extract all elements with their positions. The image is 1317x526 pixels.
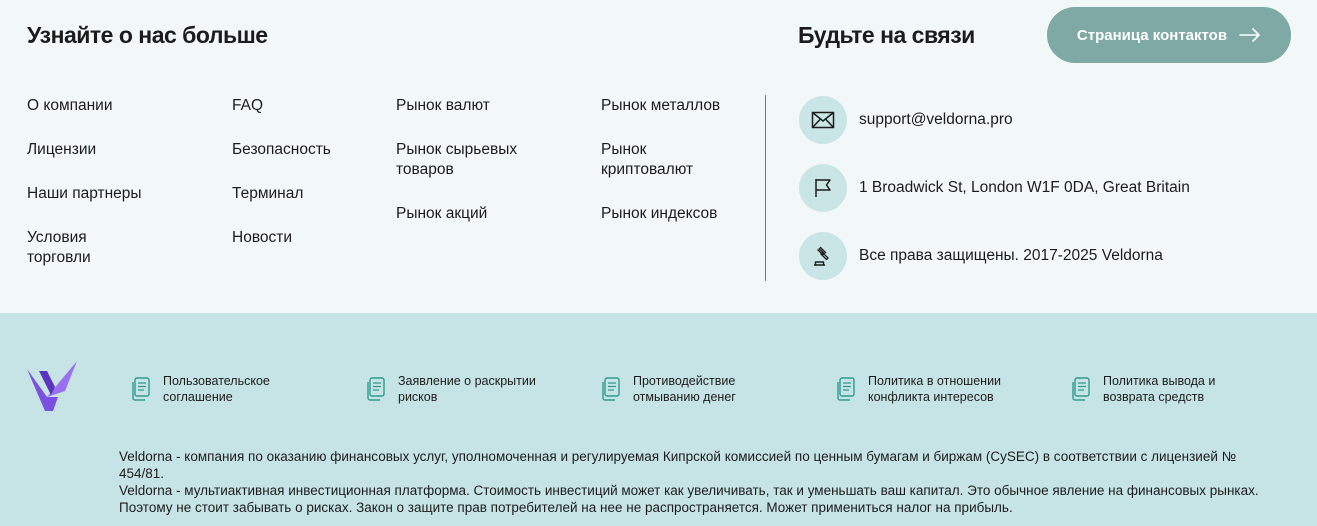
footer-link-news[interactable]: Новости [232, 229, 293, 246]
contacts-page-button[interactable] [1047, 7, 1291, 63]
footer-link-partners[interactable]: Наши партнеры [27, 185, 142, 202]
footer-link-stocks[interactable]: Рынок акций [396, 205, 488, 222]
contacts-page-button-label: Страница контактов [1076, 26, 1228, 44]
footer-link-terminal[interactable]: Терминал [232, 185, 304, 202]
doc-link-label: Политика вывода и возврата средств [1103, 374, 1216, 404]
contact-address: 1 Broadwick St, London W1F 0DA, Great Britain [859, 179, 1190, 196]
doc-link-user-agreement[interactable] [129, 373, 323, 405]
arrow-right-icon [1239, 28, 1261, 42]
document-icon [129, 376, 151, 402]
footer-link-security[interactable]: Безопасность [232, 141, 331, 158]
footer-link-indices[interactable]: Рынок индексов [601, 205, 718, 222]
footer-link-forex[interactable]: Рынок валют [396, 97, 490, 114]
contact-heading: Будьте на связи [798, 22, 975, 48]
document-icon [599, 376, 621, 402]
footer-links-markets-2 [601, 96, 751, 248]
learn-more-heading: Узнайте о нас больше [27, 22, 268, 48]
document-icon [1069, 376, 1091, 402]
copyright-row [799, 232, 1163, 280]
footer-link-faq[interactable]: FAQ [232, 97, 264, 114]
doc-link-aml[interactable] [599, 373, 793, 405]
footer-link-commodities[interactable]: Рынок сырьевых товаров [396, 141, 518, 178]
legal-disclaimer [119, 448, 1279, 516]
footer-link-about[interactable]: О компании [27, 97, 113, 114]
doc-link-risk-disclosure[interactable] [364, 373, 558, 405]
mail-icon-circle [799, 96, 847, 144]
veldorna-logo-icon [25, 361, 79, 413]
doc-link-label: Заявление о раскрытии рисков [398, 374, 536, 404]
doc-link-label: Пользовательское соглашение [163, 374, 270, 404]
flag-icon [811, 176, 835, 200]
gavel-icon [811, 244, 835, 268]
contact-email-row [799, 96, 1013, 144]
footer-link-metals[interactable]: Рынок металлов [601, 97, 721, 114]
mail-icon [811, 108, 835, 132]
flag-icon-circle [799, 164, 847, 212]
footer-links-markets-1 [396, 96, 576, 248]
contact-email-link[interactable]: support@veldorna.pro [859, 111, 1013, 128]
doc-link-withdrawal-refund[interactable] [1069, 373, 1263, 405]
document-icon [364, 376, 386, 402]
footer-link-trading-terms[interactable]: Условия торговли [27, 229, 91, 266]
disclaimer-paragraph-license: Veldorna - компания по оказанию финансовых услуг, уполномоченная и регулируемая Кипрской комиссией по ценным бумагам и биржам (CySEC) в соответствии с лицензией № 454/81. [119, 449, 1237, 481]
doc-link-conflict-of-interest[interactable] [834, 373, 1028, 405]
gavel-icon-circle [799, 232, 847, 280]
copyright-text: Все права защищены. 2017-2025 Veldorna [859, 247, 1163, 264]
doc-link-label: Политика в отношении конфликта интересов [868, 374, 1002, 404]
footer-link-licenses[interactable]: Лицензии [27, 141, 97, 158]
contact-address-row [799, 164, 1190, 212]
disclaimer-paragraph-risk: Veldorna - мультиактивная инвестиционная платформа. Стоимость инвестиций может как увеличивать, так и уменьшать ваш капитал. Это обычное явление на финансовых рынках. Поэтому не стоит забывать о рисках. Закон о защите прав потребителей на нее не распространяется. Может примениться налог на прибыль. [119, 483, 1259, 515]
footer-links-company [27, 96, 187, 292]
document-icon [834, 376, 856, 402]
vertical-divider [765, 95, 766, 281]
footer-link-crypto[interactable]: Рынок криптовалют [601, 141, 694, 178]
doc-link-label: Противодействие отмыванию денег [633, 374, 736, 404]
footer-links-info [232, 96, 372, 272]
